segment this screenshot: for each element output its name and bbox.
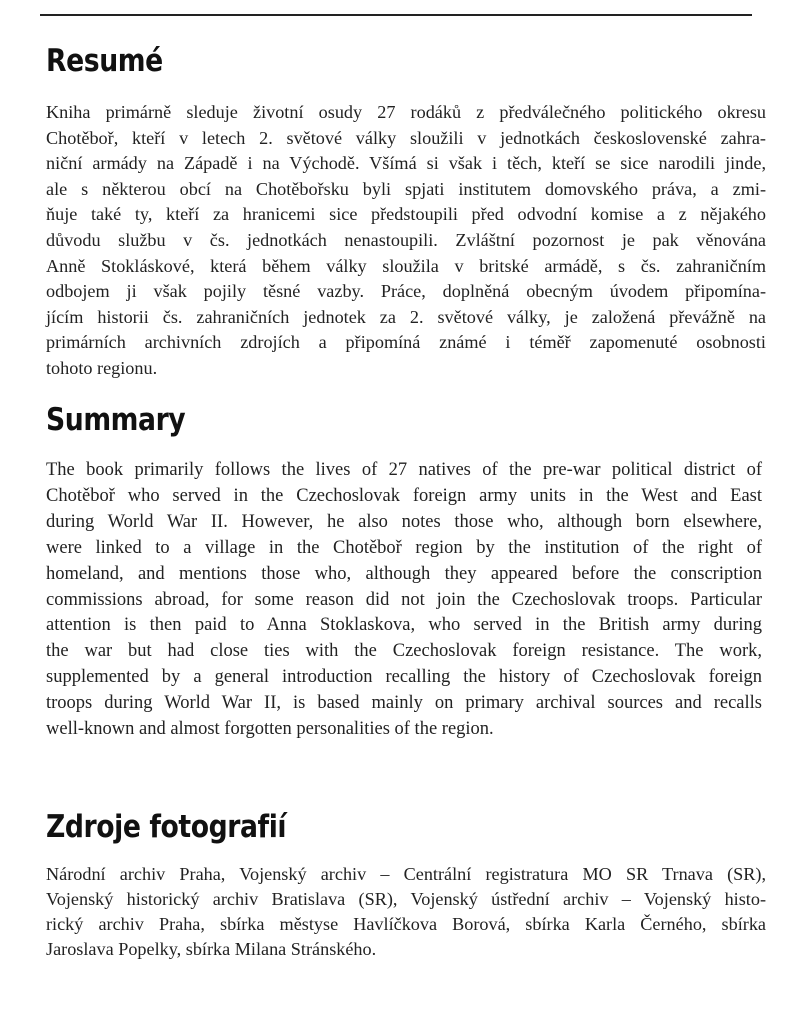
summary-line: supplemented by a general introduction recalling the history of Czechoslovak foreign <box>46 667 762 688</box>
top-rule <box>40 14 752 16</box>
summary-line: during World War II. However, he also notes those who, although born elsewhere, <box>46 511 762 532</box>
resume-line: důvodu službu v čs. jednotkách nenastoupili. Zvláštní pozornost je pak věnována <box>46 229 766 250</box>
resume-heading: Resumé <box>46 43 163 79</box>
resume-line: Anně Stokláskové, která během války sloužila v britské armádě, s čs. zahraničním <box>46 255 766 276</box>
photo-sources-line: rický archiv Praha, sbírka městyse Havlíčkova Borová, sbírka Karla Černého, sbírka <box>46 914 766 934</box>
resume-paragraph <box>46 100 766 382</box>
resume-line: Chotěboř, kteří v letech 2. světové války sloužili v jednotkách československé zahra- <box>46 127 766 148</box>
summary-paragraph <box>46 458 762 743</box>
summary-line: commissions abroad, for some reason did not join the Czechoslovak troops. Particular <box>46 589 762 610</box>
resume-line: tohoto regionu. <box>46 357 158 378</box>
summary-line: The book primarily follows the lives of 27 natives of the pre-war political district of <box>46 460 762 480</box>
resume-section <box>46 43 766 382</box>
summary-line: the war but had close ties with the Czechoslovak foreign resistance. The work, <box>46 641 762 662</box>
photo-sources-heading: Zdroje fotografií <box>46 809 287 845</box>
resume-line: jícím historii čs. zahraničních jednotek za 2. světové války, je založená převážně na <box>46 306 766 327</box>
photo-sources-line: Národní archiv Praha, Vojenský archiv – Centrální registratura MO SR Trnava (SR), <box>46 864 766 884</box>
resume-line: odbojem ji však pojily těsné vazby. Práce, doplněná obecným úvodem připomína- <box>46 281 766 302</box>
resume-line: ňuje také ty, kteří za hranicemi sice předstoupili před odvodní komise a z nějakého <box>46 204 766 225</box>
summary-line: Chotěboř who served in the Czechoslovak foreign army units in the West and East <box>46 485 762 506</box>
summary-section <box>46 402 762 743</box>
resume-line: primárních archivních zdrojích a připomíná známé i téměř zapomenuté osobnosti <box>46 332 766 353</box>
photo-sources-line: Jaroslava Popelky, sbírka Milana Stránského. <box>46 939 377 959</box>
photo-sources-line: Vojenský historický archiv Bratislava (SR), Vojenský ústřední archiv – Vojenský histo- <box>46 889 766 909</box>
summary-line: well-known and almost forgotten personalities of the region. <box>46 719 494 740</box>
summary-line: homeland, and mentions those who, although they appeared before the conscription <box>46 563 762 584</box>
summary-line: troops during World War II, is based mainly on primary archival sources and recalls <box>46 693 762 714</box>
resume-line: Kniha primárně sleduje životní osudy 27 rodáků z předválečného politického okresu <box>46 102 766 122</box>
summary-line: were linked to a village in the Chotěboř region by the institution of the right of <box>46 537 762 558</box>
resume-line: ale s některou obcí na Chotěbořsku byli spjati institutem domovského práva, a zmi- <box>46 178 766 199</box>
summary-line: attention is then paid to Anna Stoklaskova, who served in the British army during <box>46 615 762 636</box>
summary-heading: Summary <box>46 402 186 438</box>
photo-sources-section <box>46 809 766 962</box>
photo-sources-paragraph <box>46 862 766 962</box>
resume-line: niční armády na Západě i na Východě. Všímá si však i těch, kteří se sice narodili jinde, <box>46 153 766 174</box>
